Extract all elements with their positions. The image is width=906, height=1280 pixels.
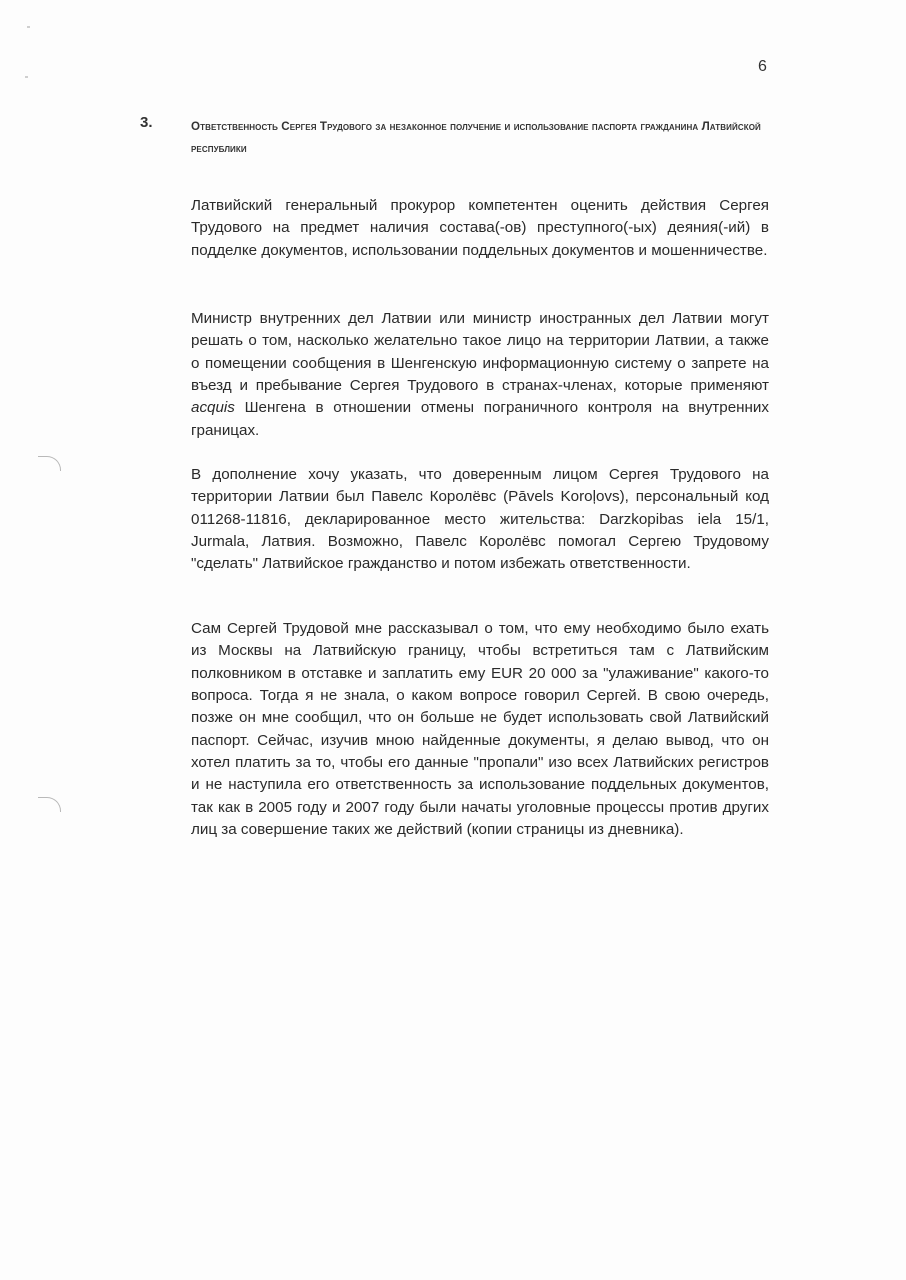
paragraph-minister-text-start: Министр внутренних дел Латвии или министр иностранных дел Латвии могут решать о том, насколько желательно такое лицо на территории Латвии, а также о помещении сообщения в Шенгенскую информационную систему о запрете на въезд и пребывание Сергея Трудового в странах-членах, которые применяют xyxy=(191,310,769,395)
paragraph-minister xyxy=(191,308,769,442)
scan-speck xyxy=(27,26,30,28)
paragraph-minister-italic-term: acquis xyxy=(191,399,235,417)
hole-punch-mark xyxy=(38,797,61,812)
paragraph-personal-account: Сам Сергей Трудовой мне рассказывал о том, что ему необходимо было ехать из Москвы на Латвийскую границу, чтобы встретиться там с Латвийским полковником в отставке и заплатить ему EUR 20 000 за "улаживание" какого-то вопроса. Тогда я не знала, о каком вопросе говорил Сергей. В свою очередь, позже он мне сообщил, что он больше не будет использовать свой Латвийский паспорт. Сейчас, изучив мною найденные документы, я делаю вывод, что он хотел платить за то, чтобы его данные "пропали" изо всех Латвийских регистров и не наступила его ответственность за использование поддельных документов, так как в 2005 году и 2007 году были начаты уголовные процессы против других лиц за совершение таких же действий (копии страницы из дневника). xyxy=(191,620,769,838)
paragraph-trusted-person: В дополнение хочу указать, что доверенным лицом Сергея Трудового на территории Латвии был Павелс Королёвс (Pāvels Koroļovs), персональный код 011268-11816, декларированное место жительства: Darzkopibas iela 15/1, Jurmala, Латвия. Возможно, Павелс Королёвс помогал Сергею Трудовому "сделать" Латвийское гражданство и потом избежать ответственности. xyxy=(191,466,769,573)
page-number: 6 xyxy=(758,58,767,75)
hole-punch-mark xyxy=(38,456,61,471)
paragraph-prosecutor: Латвийский генеральный прокурор компетентен оценить действия Сергея Трудового на предмет наличия состава(-ов) преступного(-ых) деяния(-ий) в подделке документов, использовании поддельных документов и мошенничестве. xyxy=(191,197,769,259)
paragraph-minister-text-end: Шенгена в отношении отмены пограничного контроля на внутренних границах. xyxy=(191,399,769,439)
section-number: 3. xyxy=(140,114,153,131)
section-title: Ответственность Сергея Трудового за незаконное получение и использование паспорта гражданина Латвийской республики xyxy=(191,120,761,155)
scan-speck xyxy=(25,76,28,78)
